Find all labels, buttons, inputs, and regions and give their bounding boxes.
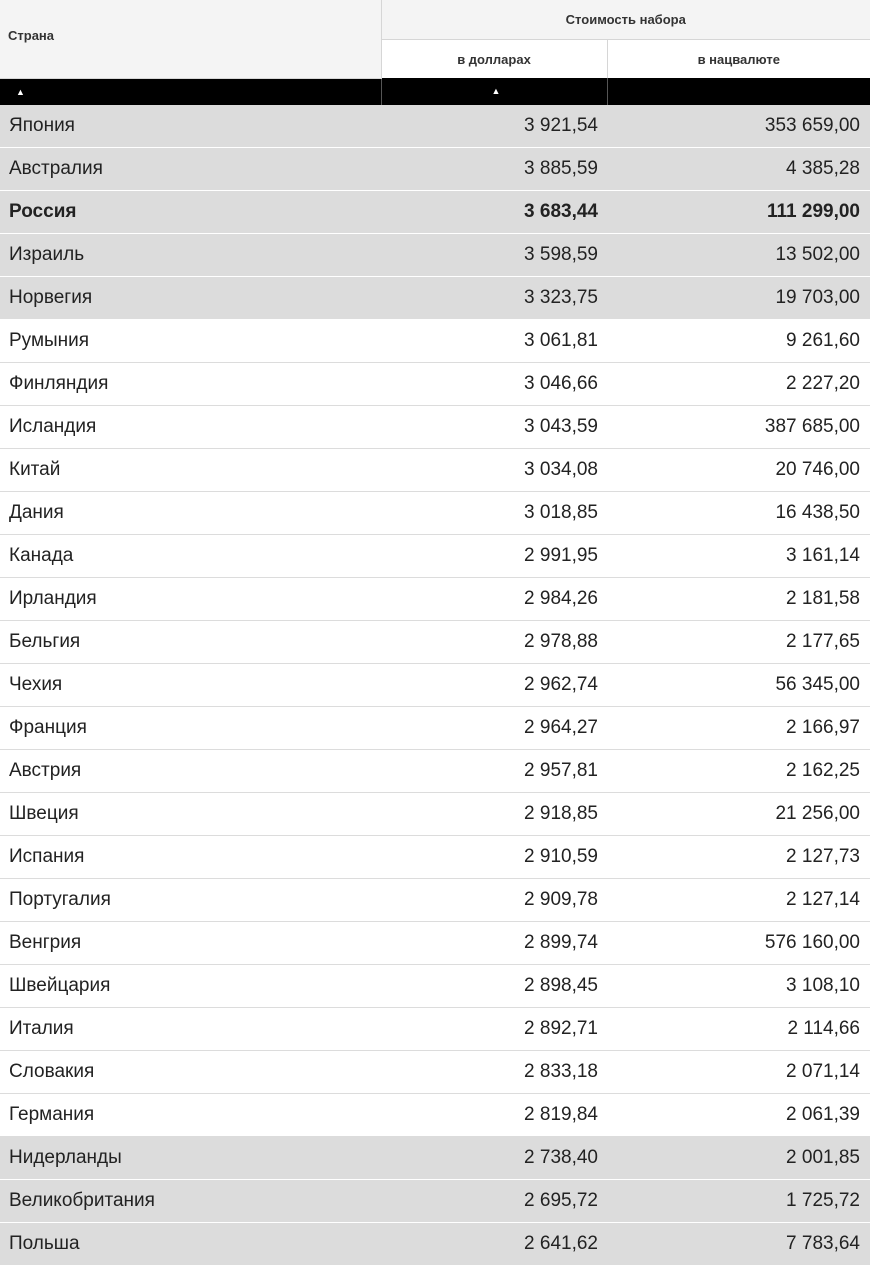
cell-usd: 2 641,62 bbox=[381, 1222, 607, 1265]
cell-local: 2 181,58 bbox=[607, 577, 870, 620]
table-row bbox=[0, 577, 870, 620]
cell-country: Ирландия bbox=[0, 577, 381, 620]
cell-local: 19 703,00 bbox=[607, 276, 870, 319]
cell-usd: 3 323,75 bbox=[381, 276, 607, 319]
table-row bbox=[0, 105, 870, 148]
table-row bbox=[0, 1007, 870, 1050]
cell-usd: 3 061,81 bbox=[381, 319, 607, 362]
table-row bbox=[0, 362, 870, 405]
cell-local: 2 071,14 bbox=[607, 1050, 870, 1093]
sort-local-cell[interactable] bbox=[607, 78, 870, 105]
cell-usd: 3 598,59 bbox=[381, 233, 607, 276]
cell-usd: 2 695,72 bbox=[381, 1179, 607, 1222]
table-row bbox=[0, 448, 870, 491]
cell-usd: 3 921,54 bbox=[381, 105, 607, 148]
cell-usd: 2 984,26 bbox=[381, 577, 607, 620]
table-row bbox=[0, 405, 870, 448]
cell-local: 2 227,20 bbox=[607, 362, 870, 405]
sort-usd-icon[interactable]: ▲ bbox=[381, 78, 607, 105]
cell-country: Великобритания bbox=[0, 1179, 381, 1222]
cell-usd: 2 898,45 bbox=[381, 964, 607, 1007]
cell-usd: 3 683,44 bbox=[381, 190, 607, 233]
cell-local: 16 438,50 bbox=[607, 491, 870, 534]
cell-usd: 2 909,78 bbox=[381, 878, 607, 921]
cell-local: 2 061,39 bbox=[607, 1093, 870, 1136]
cell-usd: 2 918,85 bbox=[381, 792, 607, 835]
cell-local: 1 725,72 bbox=[607, 1179, 870, 1222]
sort-bar bbox=[0, 78, 870, 105]
cell-country: Швейцария bbox=[0, 964, 381, 1007]
table-row bbox=[0, 1093, 870, 1136]
cell-country: Венгрия bbox=[0, 921, 381, 964]
cell-country: Исландия bbox=[0, 405, 381, 448]
table-row bbox=[0, 706, 870, 749]
column-header-local[interactable]: в нацвалюте bbox=[607, 40, 870, 79]
table-row bbox=[0, 792, 870, 835]
cell-usd: 2 738,40 bbox=[381, 1136, 607, 1179]
cell-country: Япония bbox=[0, 105, 381, 148]
cell-local: 3 161,14 bbox=[607, 534, 870, 577]
cell-usd: 3 034,08 bbox=[381, 448, 607, 491]
table-row bbox=[0, 1136, 870, 1179]
table-row bbox=[0, 491, 870, 534]
cell-local: 2 166,97 bbox=[607, 706, 870, 749]
cell-country: Австрия bbox=[0, 749, 381, 792]
cell-country: Германия bbox=[0, 1093, 381, 1136]
cell-usd: 3 043,59 bbox=[381, 405, 607, 448]
cell-country: Бельгия bbox=[0, 620, 381, 663]
cell-usd: 3 046,66 bbox=[381, 362, 607, 405]
cell-country: Польша bbox=[0, 1222, 381, 1265]
cell-usd: 2 899,74 bbox=[381, 921, 607, 964]
cell-country: Австралия bbox=[0, 147, 381, 190]
cell-usd: 2 978,88 bbox=[381, 620, 607, 663]
cell-usd: 2 833,18 bbox=[381, 1050, 607, 1093]
table-row bbox=[0, 878, 870, 921]
cell-usd: 2 991,95 bbox=[381, 534, 607, 577]
cell-country: Финляндия bbox=[0, 362, 381, 405]
cell-local: 56 345,00 bbox=[607, 663, 870, 706]
cell-usd: 2 957,81 bbox=[381, 749, 607, 792]
cell-country: Чехия bbox=[0, 663, 381, 706]
cell-local: 2 127,14 bbox=[607, 878, 870, 921]
cell-usd: 2 892,71 bbox=[381, 1007, 607, 1050]
cell-usd: 2 910,59 bbox=[381, 835, 607, 878]
cell-country: Словакия bbox=[0, 1050, 381, 1093]
cell-local: 20 746,00 bbox=[607, 448, 870, 491]
cell-usd: 2 962,74 bbox=[381, 663, 607, 706]
cell-country: Испания bbox=[0, 835, 381, 878]
cell-country: Румыния bbox=[0, 319, 381, 362]
cell-local: 4 385,28 bbox=[607, 147, 870, 190]
column-header-usd[interactable]: в долларах bbox=[381, 40, 607, 79]
cell-country: Франция bbox=[0, 706, 381, 749]
cell-local: 13 502,00 bbox=[607, 233, 870, 276]
table-row bbox=[0, 276, 870, 319]
table-row bbox=[0, 835, 870, 878]
table-row bbox=[0, 190, 870, 233]
cell-local: 9 261,60 bbox=[607, 319, 870, 362]
cell-country: Норвегия bbox=[0, 276, 381, 319]
cell-local: 3 108,10 bbox=[607, 964, 870, 1007]
cell-country: Китай bbox=[0, 448, 381, 491]
cell-local: 387 685,00 bbox=[607, 405, 870, 448]
cell-country: Дания bbox=[0, 491, 381, 534]
column-header-country[interactable]: Страна bbox=[0, 0, 381, 78]
cell-local: 2 177,65 bbox=[607, 620, 870, 663]
cell-local: 21 256,00 bbox=[607, 792, 870, 835]
table-row bbox=[0, 1050, 870, 1093]
table-row bbox=[0, 233, 870, 276]
cell-country: Португалия bbox=[0, 878, 381, 921]
cell-country: Швеция bbox=[0, 792, 381, 835]
cell-usd: 3 885,59 bbox=[381, 147, 607, 190]
table-row bbox=[0, 1179, 870, 1222]
cell-country: Нидерланды bbox=[0, 1136, 381, 1179]
table-row bbox=[0, 921, 870, 964]
table-row bbox=[0, 620, 870, 663]
cell-local: 2 114,66 bbox=[607, 1007, 870, 1050]
cell-country: Италия bbox=[0, 1007, 381, 1050]
table-row bbox=[0, 147, 870, 190]
cell-usd: 2 819,84 bbox=[381, 1093, 607, 1136]
cell-local: 576 160,00 bbox=[607, 921, 870, 964]
cell-local: 111 299,00 bbox=[607, 190, 870, 233]
cell-usd: 2 964,27 bbox=[381, 706, 607, 749]
table-row bbox=[0, 663, 870, 706]
sort-country-icon[interactable]: ▲ bbox=[0, 78, 381, 105]
cell-local: 2 127,73 bbox=[607, 835, 870, 878]
cell-country: Россия bbox=[0, 190, 381, 233]
column-group-header-cost: Стоимость набора bbox=[381, 0, 870, 40]
cell-country: Израиль bbox=[0, 233, 381, 276]
cell-usd: 3 018,85 bbox=[381, 491, 607, 534]
table-row bbox=[0, 1222, 870, 1265]
table-row bbox=[0, 319, 870, 362]
cell-local: 353 659,00 bbox=[607, 105, 870, 148]
cell-local: 7 783,64 bbox=[607, 1222, 870, 1265]
cell-local: 2 001,85 bbox=[607, 1136, 870, 1179]
table-row bbox=[0, 749, 870, 792]
cell-country: Канада bbox=[0, 534, 381, 577]
table-row bbox=[0, 534, 870, 577]
table-row bbox=[0, 964, 870, 1007]
cell-local: 2 162,25 bbox=[607, 749, 870, 792]
